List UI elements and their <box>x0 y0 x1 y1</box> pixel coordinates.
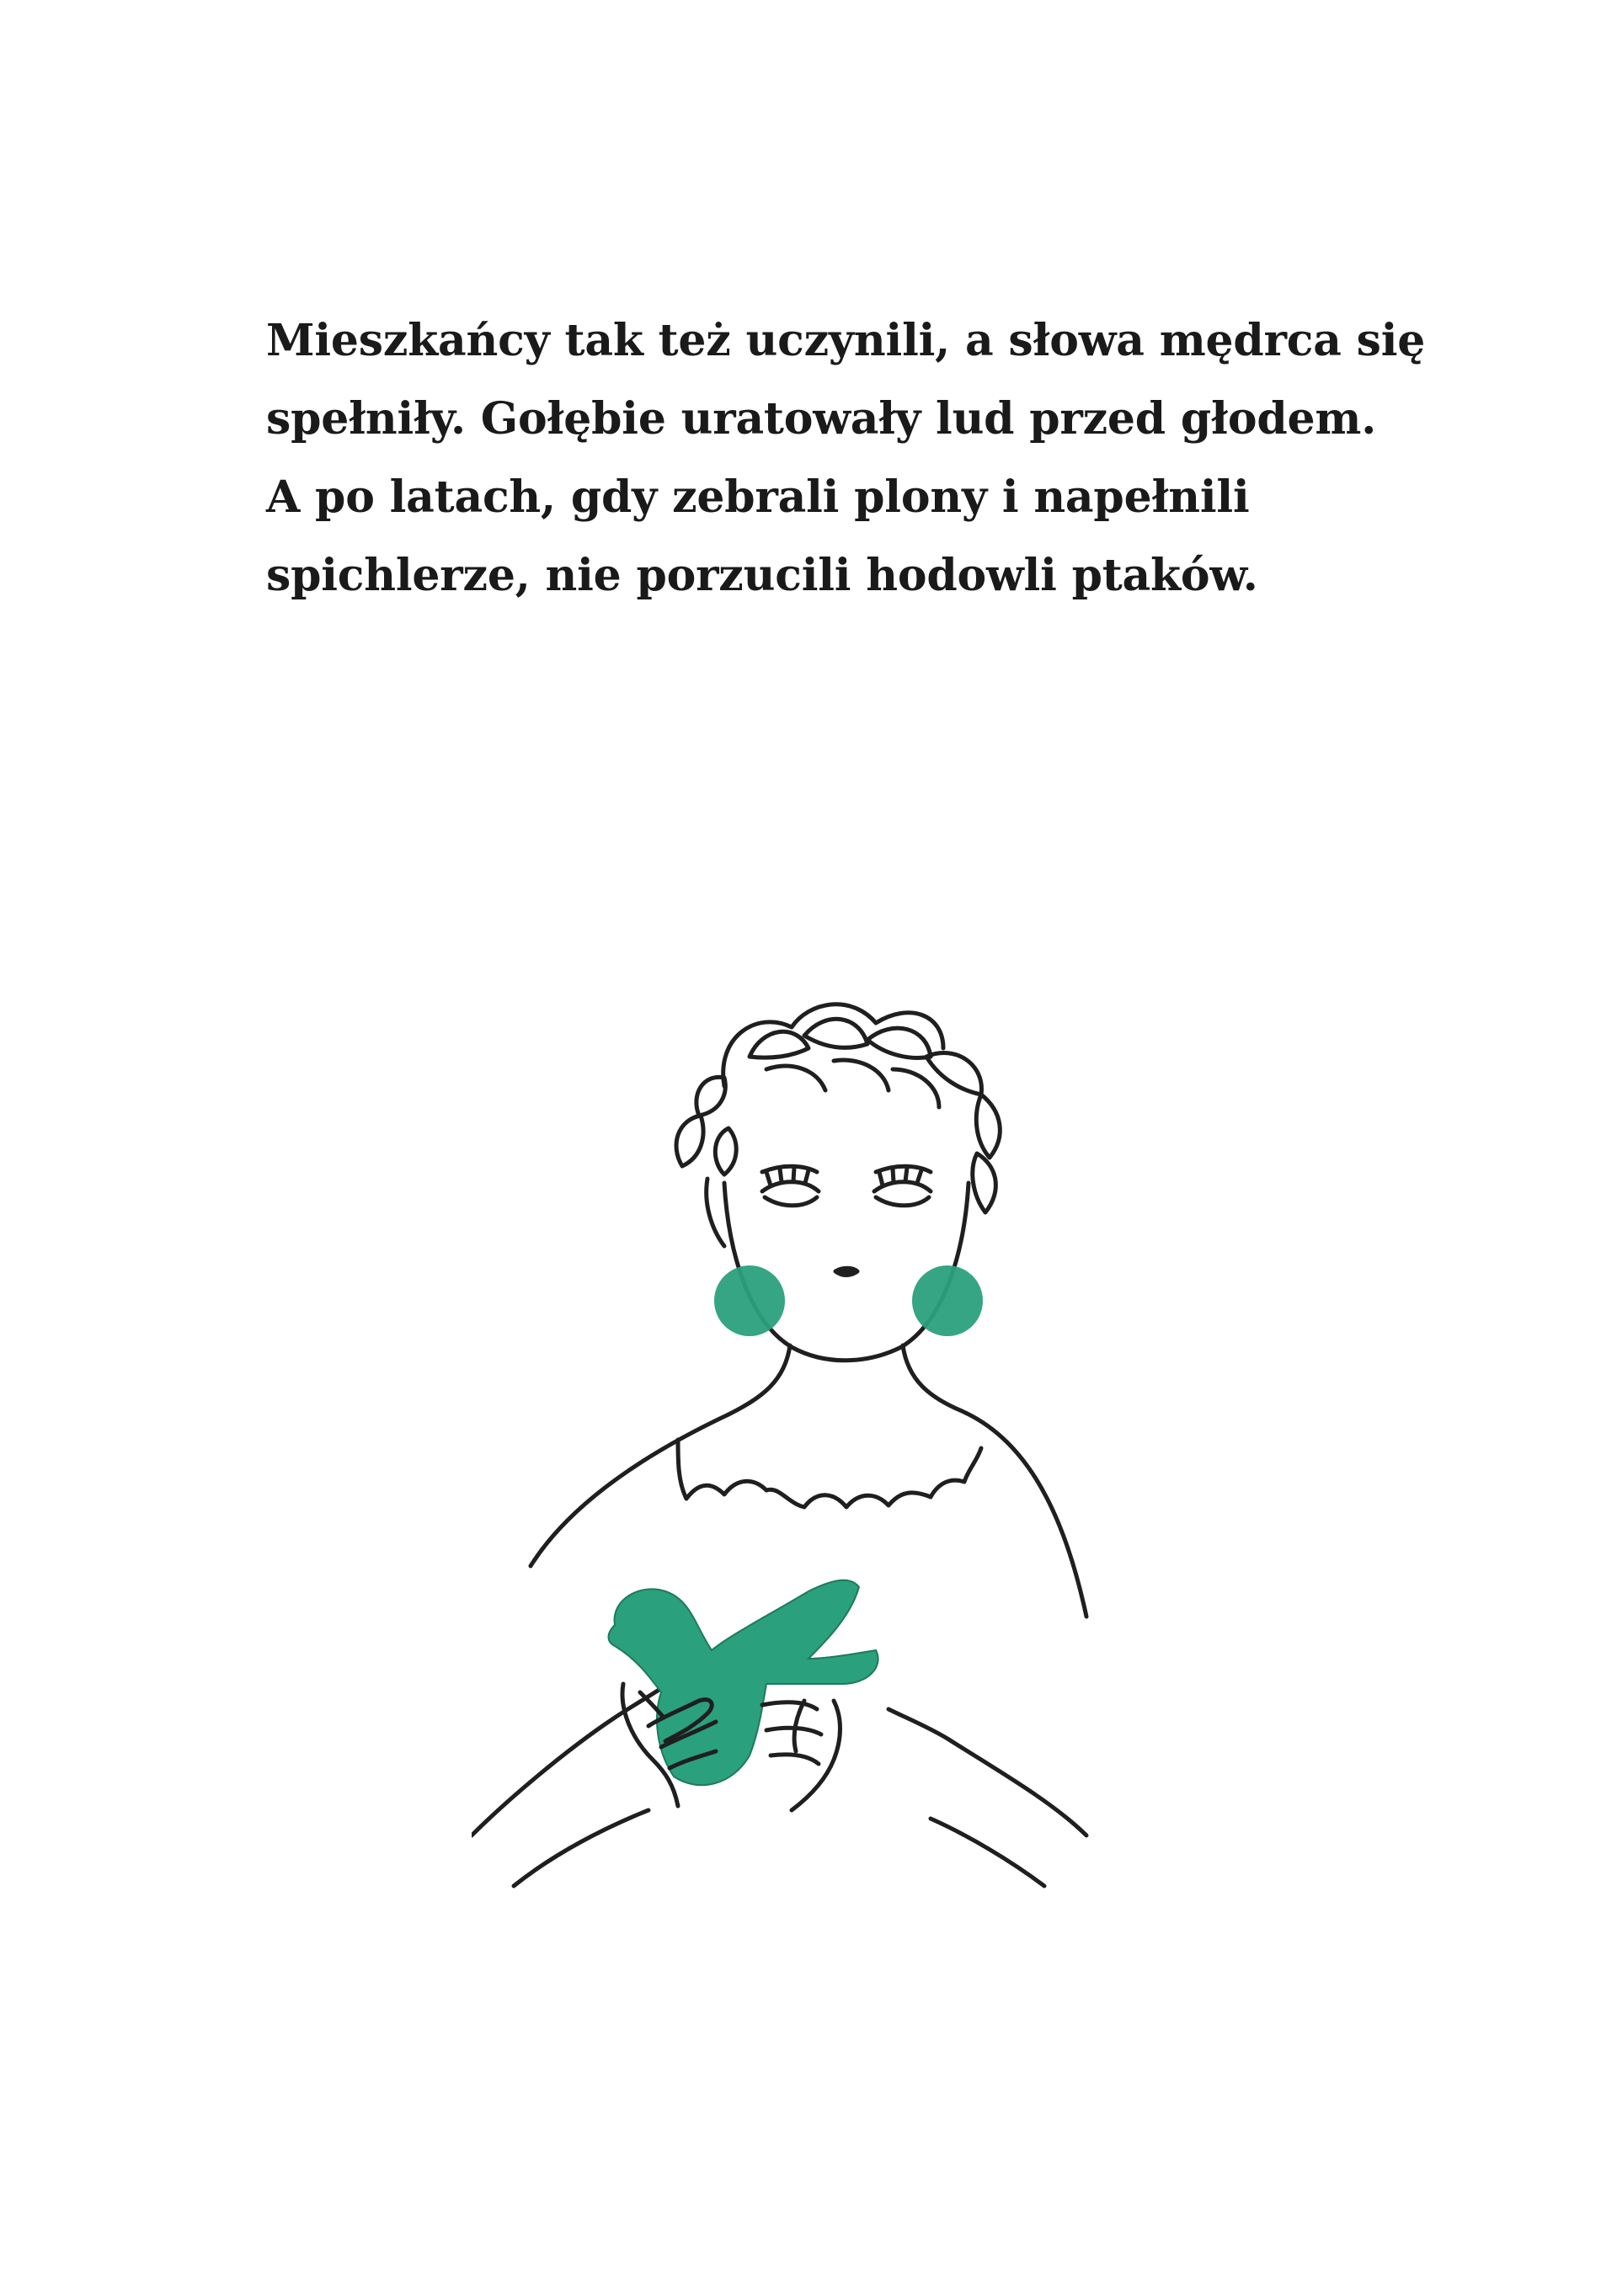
story-line-1: Mieszkańcy tak też uczynili, a słowa mędrca się <box>266 315 1426 366</box>
neck <box>728 1345 790 1414</box>
shoulders <box>531 1414 728 1566</box>
illustration-drawing <box>472 977 1145 2004</box>
woman-with-dove-illustration <box>472 977 1145 2004</box>
story-paragraph <box>266 301 1445 615</box>
collar-ruffle <box>678 1440 981 1507</box>
eyes <box>762 1166 931 1206</box>
right-arm <box>889 1709 1086 1835</box>
story-line-4: spichlerze, nie porzucili hodowli ptaków. <box>266 550 1258 601</box>
story-line-3: A po latach, gdy zebrali plony i napełnili <box>266 471 1250 523</box>
mouth <box>835 1268 857 1275</box>
story-line-2: spełniły. Gołębie uratowały lud przed głodem. <box>266 393 1377 445</box>
